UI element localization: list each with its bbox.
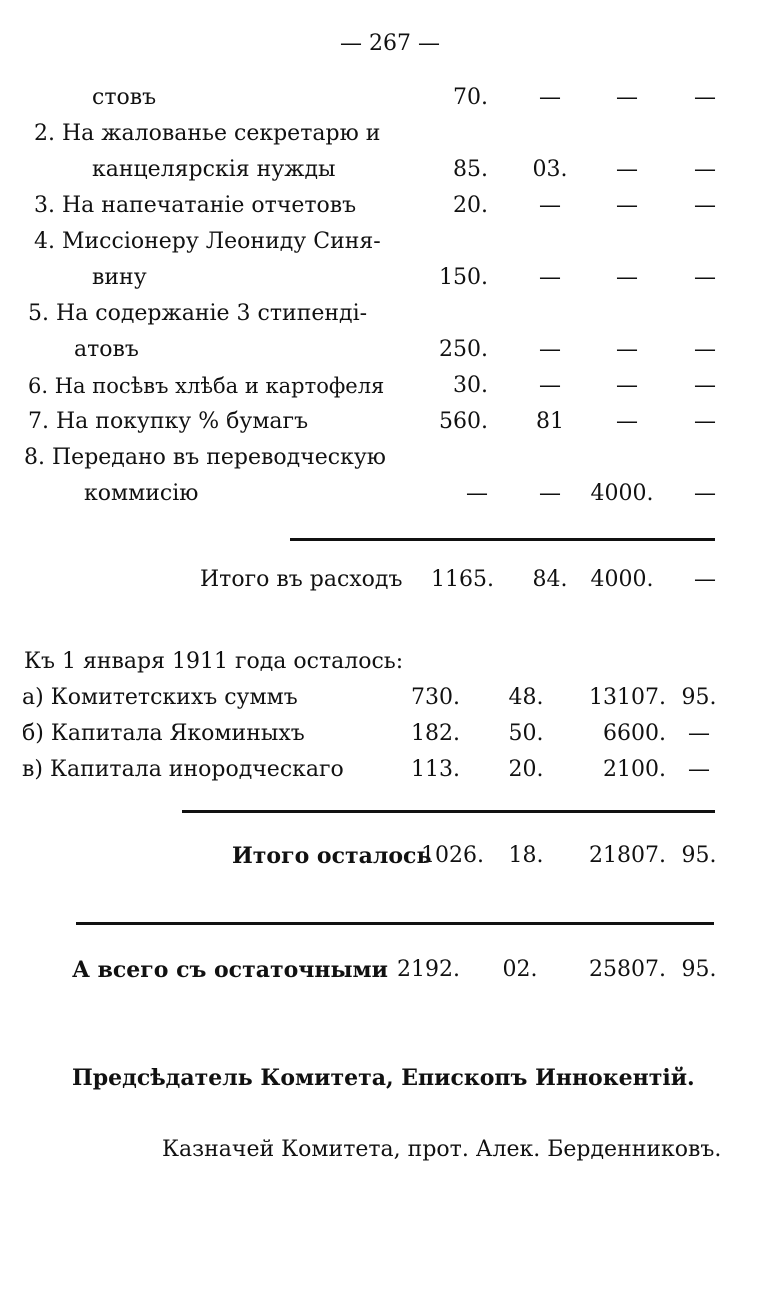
rubles-cell: 150.	[439, 265, 488, 290]
rubles-cell: —	[466, 481, 488, 506]
row-label: 2. На жалованье секретарю и	[34, 121, 381, 146]
capital-kopecks-cell: —	[694, 567, 716, 592]
row-label: вину	[92, 265, 147, 290]
expense-total-rule	[290, 538, 715, 541]
expense-total-label: Итого въ расходъ	[200, 567, 403, 592]
rubles-cell: 730.	[411, 685, 460, 710]
row-label: в) Капитала инородческаго	[22, 757, 344, 782]
capital-kopecks-cell: —	[694, 157, 716, 182]
signature-chairman: Предсѣдатель Комитета, Епископъ Иннокентій.	[72, 1065, 695, 1091]
kopecks-cell: —	[539, 337, 561, 362]
grand-total-label: А всего съ остаточными	[72, 957, 388, 983]
capital-rubles-cell: 6600.	[603, 721, 666, 746]
signature-treasurer: Казначей Комитета, прот. Алек. Берденниковъ.	[162, 1137, 722, 1162]
kopecks-cell: 84.	[532, 567, 568, 592]
kopecks-cell: 20.	[508, 757, 544, 782]
capital-rubles-cell: 4000.	[590, 481, 654, 506]
row-label: б) Капитала Якоминыхъ	[22, 721, 305, 746]
rubles-cell: 1026.	[421, 843, 484, 868]
kopecks-cell: 18.	[508, 843, 544, 868]
kopecks-cell: 48.	[508, 685, 544, 710]
capital-kopecks-cell: —	[694, 85, 716, 110]
kopecks-cell: —	[539, 193, 561, 218]
row-label: 4. Миссіонеру Леониду Синя-	[34, 229, 381, 254]
page-number: — 267 —	[340, 31, 440, 56]
kopecks-cell: —	[539, 85, 561, 110]
rubles-cell: 30.	[453, 373, 488, 398]
capital-kopecks-cell: 95.	[681, 685, 717, 710]
capital-rubles-cell: —	[616, 337, 638, 362]
row-label: атовъ	[74, 337, 139, 362]
rubles-cell: 560.	[439, 409, 488, 434]
kopecks-cell: 02.	[502, 957, 538, 982]
row-label: коммисію	[84, 481, 199, 506]
capital-kopecks-cell: —	[694, 481, 716, 506]
capital-kopecks-cell: —	[694, 265, 716, 290]
balance-total-label: Итого осталось	[232, 843, 432, 869]
capital-kopecks-cell: —	[694, 337, 716, 362]
rubles-cell: 20.	[453, 193, 488, 218]
rubles-cell: 113.	[411, 757, 460, 782]
balance-total-rule	[182, 810, 715, 813]
kopecks-cell: —	[539, 373, 561, 398]
capital-rubles-cell: —	[616, 409, 638, 434]
capital-rubles-cell: 2100.	[603, 757, 666, 782]
capital-rubles-cell: —	[616, 373, 638, 398]
kopecks-cell: 81	[536, 409, 564, 434]
balance-heading: Къ 1 января 1911 года осталось:	[24, 649, 404, 674]
row-label: 6. На посѣвъ хлѣба и картофеля	[28, 374, 385, 398]
rubles-cell: 2192.	[397, 957, 460, 982]
capital-rubles-cell: 21807.	[589, 843, 666, 868]
capital-rubles-cell: —	[616, 265, 638, 290]
row-label: канцелярскія нужды	[92, 157, 336, 182]
rubles-cell: 70.	[453, 85, 488, 110]
row-label: 7. На покупку % бумагъ	[28, 409, 309, 434]
capital-kopecks-cell: —	[688, 757, 710, 782]
kopecks-cell: 50.	[508, 721, 544, 746]
rubles-cell: 250.	[439, 337, 488, 362]
grand-total-rule	[76, 922, 714, 925]
row-label: стовъ	[92, 85, 157, 110]
capital-rubles-cell: —	[616, 85, 638, 110]
kopecks-cell: 03.	[532, 157, 568, 182]
capital-rubles-cell: —	[616, 157, 638, 182]
capital-kopecks-cell: —	[694, 409, 716, 434]
capital-kopecks-cell: —	[694, 373, 716, 398]
row-label: а) Комитетскихъ суммъ	[22, 685, 298, 710]
capital-kopecks-cell: —	[688, 721, 710, 746]
capital-rubles-cell: 4000.	[590, 567, 654, 592]
row-label: 3. На напечатаніе отчетовъ	[34, 193, 357, 218]
kopecks-cell: —	[539, 481, 561, 506]
capital-kopecks-cell: 95.	[681, 843, 717, 868]
capital-kopecks-cell: —	[694, 193, 716, 218]
rubles-cell: 85.	[453, 157, 488, 182]
rubles-cell: 1165.	[431, 567, 494, 592]
row-label: 8. Передано въ переводческую	[24, 445, 386, 470]
kopecks-cell: —	[539, 265, 561, 290]
capital-rubles-cell: 25807.	[589, 957, 666, 982]
capital-rubles-cell: 13107.	[589, 685, 666, 710]
capital-kopecks-cell: 95.	[681, 957, 717, 982]
rubles-cell: 182.	[411, 721, 460, 746]
capital-rubles-cell: —	[616, 193, 638, 218]
row-label: 5. На содержаніе 3 стипенді-	[28, 301, 368, 326]
